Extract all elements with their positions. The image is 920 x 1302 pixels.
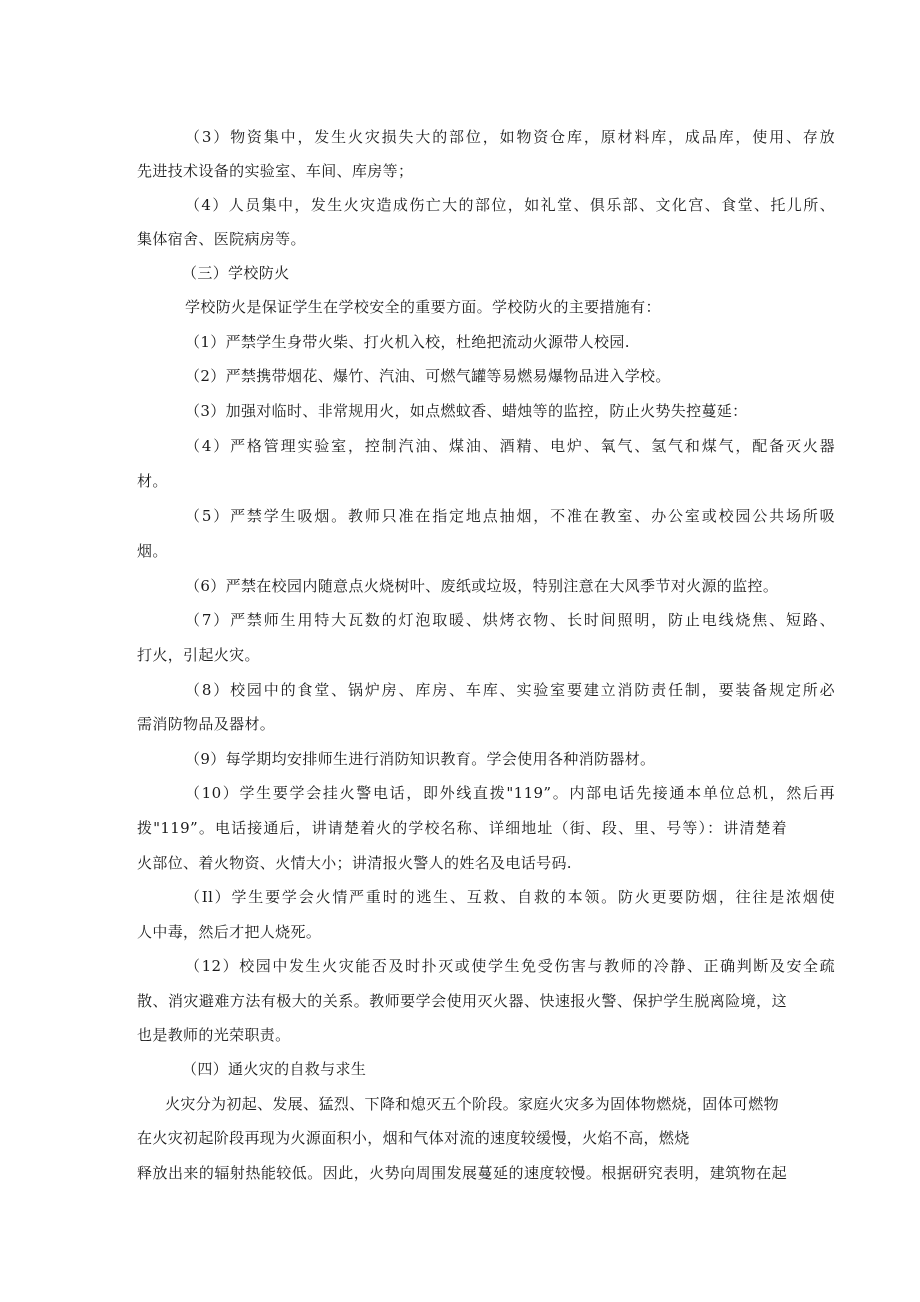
section-heading: （四）通火灾的自救与求生	[182, 1060, 367, 1078]
section-heading: （三）学校防火	[182, 264, 290, 282]
text-line: 集体宿舍、医院病房等。	[137, 230, 306, 248]
text-line: （9）每学期均安排师生进行消防知识教育。学会使用各种消防器材。	[185, 750, 656, 768]
text-line: 材。	[137, 472, 168, 490]
text-line: （7）严禁师生用特大瓦数的灯泡取暖、烘烤衣物、长时间照明，防止电线烧焦、短路、	[185, 611, 835, 629]
text-line: （1）严禁学生身带火柴、打火机入校，杜绝把流动火源带人校园.	[185, 333, 630, 351]
text-line: （6）严禁在校园内随意点火烧树叶、废纸或垃圾，特别注意在大风季节对火源的监控。	[185, 577, 779, 595]
text-line: 人中毒，然后才把人烧死。	[137, 923, 322, 941]
text-line: 打火，引起火灾。	[137, 646, 260, 664]
text-line: （Il）学生要学会火情严重时的逃生、互救、自救的本领。防火更要防烟，往往是浓烟使	[185, 888, 835, 906]
text-line: （3）物资集中，发生火灾损失大的部位，如物资仓库，原材料库，成品库，使用、存放	[185, 128, 835, 146]
text-line: （2）严禁携带烟花、爆竹、汽油、可燃气罐等易燃易爆物品进入学校。	[185, 367, 671, 385]
text-line: 烟。	[137, 542, 168, 560]
text-line: （5）严禁学生吸烟。教师只准在指定地点抽烟，不准在教室、办公室或校园公共场所吸	[185, 507, 835, 525]
text-line: 先进技术设备的实验室、车间、库房等；	[137, 162, 414, 180]
text-line: 火灾分为初起、发展、猛烈、下降和熄灭五个阶段。家庭火灾多为固体物燃烧，固体可燃物	[165, 1095, 780, 1113]
text-line: 拨"119”。电话接通后，讲请楚着火的学校名称、详细地址（街、段、里、号等）：讲清楚着	[137, 819, 787, 837]
text-line: （8）校园中的食堂、锅炉房、库房、车库、实验室要建立消防责任制，要装备规定所必	[185, 681, 835, 699]
text-line: （3）加强对临时、非常规用火，如点燃蚊香、蜡烛等的监控，防止火势失控蔓延：	[185, 402, 748, 420]
text-line: （12）校园中发生火灾能否及时扑灭或使学生免受伤害与教师的冷静、正确判断及安全疏	[185, 957, 835, 975]
text-line: 在火灾初起阶段再现为火源面积小，烟和气体对流的速度较缓慢，火焰不高，燃烧	[137, 1129, 690, 1147]
text-line: （4）严格管理实验室，控制汽油、煤油、酒精、电炉、氧气、氢气和煤气，配备灭火器	[185, 437, 835, 455]
text-line: （10）学生要学会挂火警电话，即外线直拨"119”。内部电话先接通本单位总机，然后再	[185, 784, 835, 802]
text-line: （4）人员集中，发生火灾造成伤亡大的部位，如礼堂、俱乐部、文化宫、食堂、托儿所、	[185, 196, 835, 214]
text-line: 学校防火是保证学生在学校安全的重要方面。学校防火的主要措施有：	[185, 298, 661, 316]
text-line: 火部位、着火物资、火情大小；讲清报火警人的姓名及电话号码.	[137, 854, 572, 872]
text-line: 也是教师的光荣职责。	[137, 1026, 291, 1044]
text-line: 需消防物品及器材。	[137, 715, 276, 733]
text-line: 散、消灾避难方法有极大的关系。教师要学会使用灭火器、快速报火警、保护学生脱离险境，这	[137, 992, 787, 1010]
text-line: 释放出来的辐射热能较低。因此，火势向周围发展蔓延的速度较慢。根据研究表明，建筑物在起	[137, 1164, 787, 1182]
